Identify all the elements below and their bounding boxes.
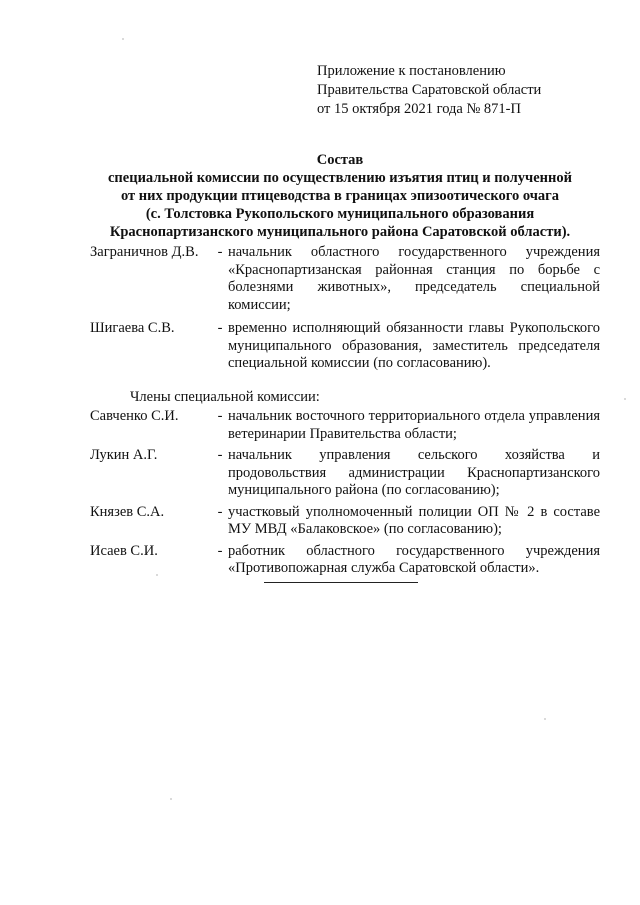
person-name: Князев С.А. — [90, 503, 165, 520]
roster-entry — [90, 408, 600, 443]
scan-speck — [122, 38, 124, 40]
person-name: Лукин А.Г. — [90, 447, 158, 463]
title-line-2: специальной комиссии по осуществлению изъятия птиц и полученной — [108, 170, 572, 186]
person-role: участковый уполномоченный полиции ОП № 2 в составе МУ МВД «Балаковское» (по согласованию); — [228, 503, 600, 537]
title-line-4: (с. Толстовка Рукопольского муниципального образования — [145, 206, 535, 222]
members-heading: Члены специальной комиссии: — [130, 388, 320, 405]
person-name: Шигаева С.В. — [90, 320, 175, 336]
entry-dash: - — [217, 244, 223, 260]
scan-speck — [624, 398, 626, 400]
roster-entry — [90, 543, 600, 578]
document-title — [60, 151, 620, 241]
person-role: работник областного государственного учреждения «Противопожарная служба Саратовской области». — [228, 542, 600, 576]
person-role: начальник управления сельского хозяйства и продовольствия администрации Краснопартизанского муниципального района (по согласованию); — [228, 447, 600, 498]
scan-speck — [544, 718, 546, 720]
appendix-line-3: от 15 октября 2021 года № 871-П — [317, 101, 521, 117]
roster-entry — [90, 504, 600, 539]
person-role: начальник областного государственного учреждения «Краснопартизанская районная станция по борьбе с болезнями животных», председатель специальной комиссии; — [228, 244, 600, 313]
title-line-1: Состав — [316, 152, 364, 168]
closing-rule — [264, 582, 418, 583]
entry-dash: - — [217, 408, 223, 424]
leadership-list — [90, 244, 600, 373]
roster-entry — [90, 447, 600, 500]
title-line-5: Краснопартизанского муниципального района Саратовской области). — [109, 224, 571, 240]
roster-entry — [90, 244, 600, 314]
roster-entry — [90, 320, 600, 373]
person-name: Исаев С.И. — [90, 542, 158, 559]
entry-dash: - — [217, 542, 223, 559]
members-list — [90, 408, 600, 578]
appendix-reference — [317, 62, 541, 119]
scan-speck — [170, 798, 172, 800]
appendix-line-2: Правительства Саратовской области — [317, 82, 542, 98]
entry-dash: - — [217, 320, 223, 336]
title-line-3: от них продукции птицеводства в границах эпизоотического очага — [121, 188, 559, 204]
commission-roster — [90, 244, 600, 578]
scan-speck — [156, 574, 158, 576]
person-name: Савченко С.И. — [90, 408, 179, 424]
entry-dash: - — [217, 503, 223, 520]
appendix-line-1: Приложение к постановлению — [317, 63, 506, 79]
person-name: Заграничнов Д.В. — [90, 244, 199, 260]
person-role: начальник восточного территориального отдела управления ветеринарии Правительства области; — [228, 408, 600, 442]
person-role: временно исполняющий обязанности главы Рукопольского муниципального образования, заместитель председателя специальной комиссии (по согласованию). — [228, 320, 600, 371]
entry-dash: - — [217, 447, 223, 463]
